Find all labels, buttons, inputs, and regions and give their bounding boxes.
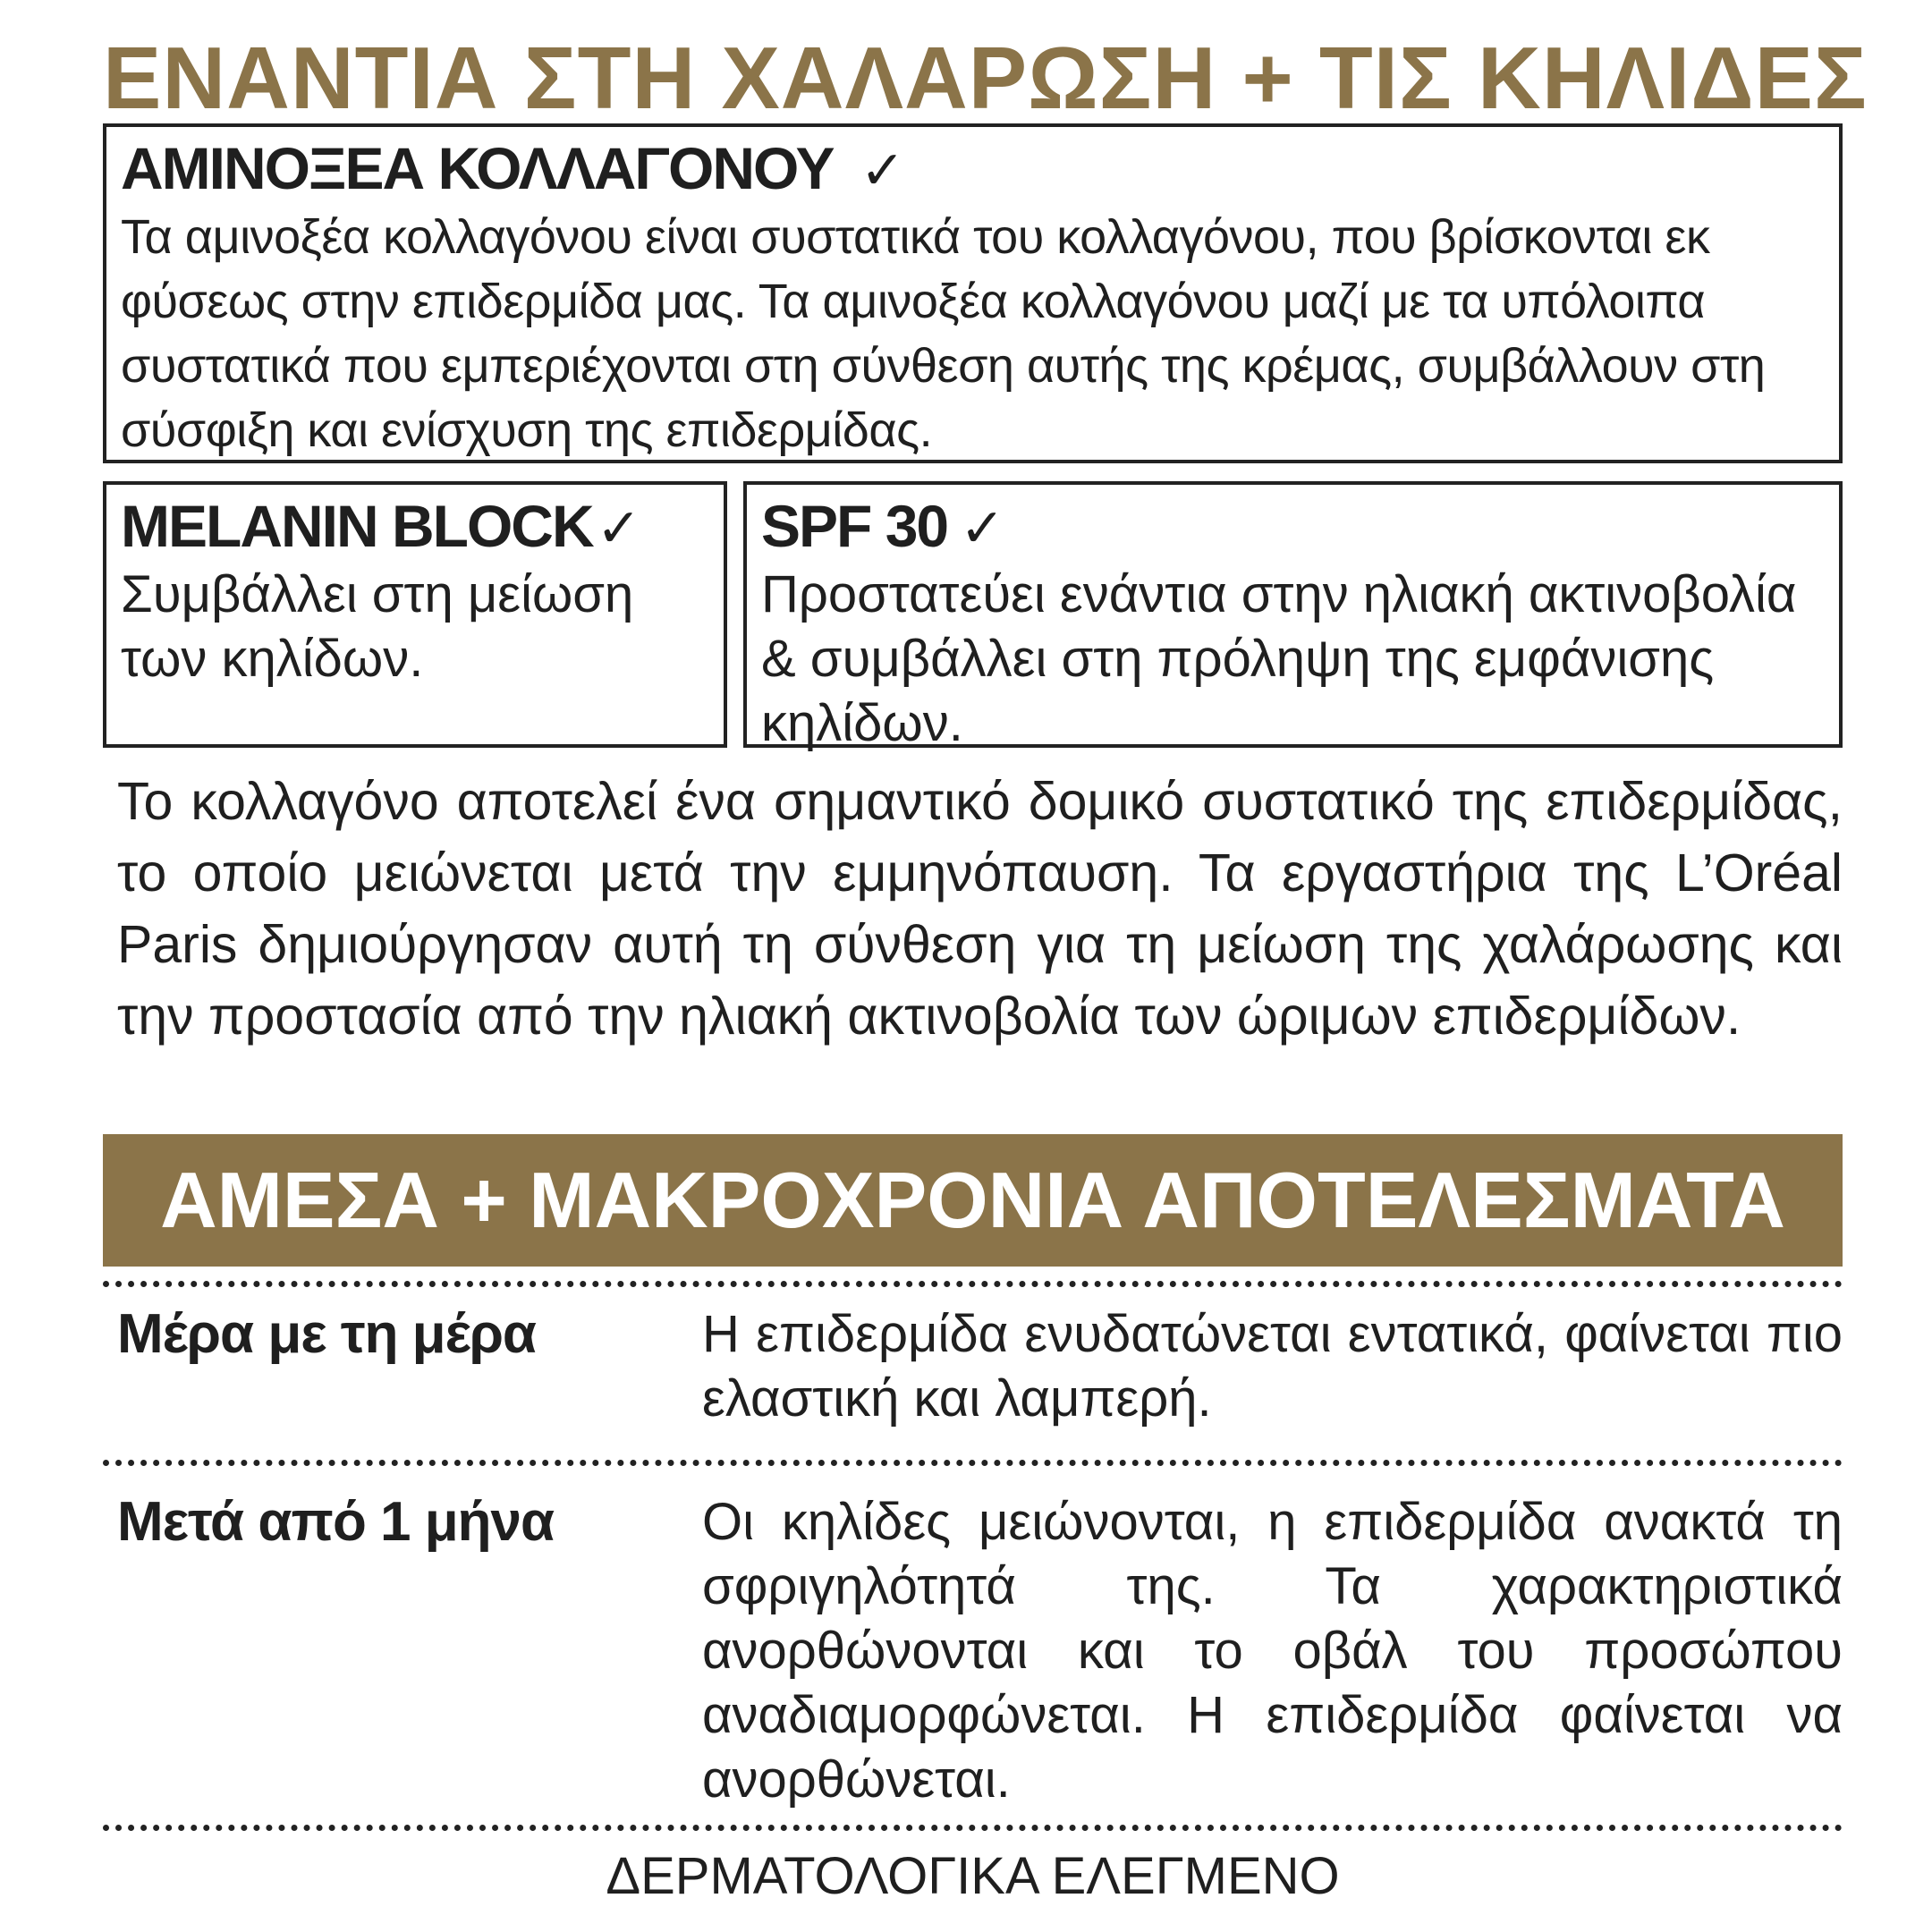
collagen-title: ΑΜΙΝΟΞΕΑ ΚΟΛΛΑΓΟΝΟΥ: [121, 135, 834, 201]
result-text-month: Οι κηλίδες μειώνονται, η επιδερμίδα ανακτά τη σφριγηλότητά της. Τα χαρακτηριστικά ανορθώνονται και το οβάλ του προσώπου αναδιαμορφώνεται. Η επιδερμίδα φαίνεται να ανορθώνεται.: [702, 1493, 1843, 1809]
spf-title: SPF 30: [761, 493, 948, 559]
dotted-divider: [103, 1460, 1843, 1466]
melanin-heading: [121, 492, 709, 563]
page-title: ΕΝΑΝΤΙΑ ΣΤΗ ΧΑΛΑΡΩΣΗ + ΤΙΣ ΚΗΛΙΔΕΣ: [103, 29, 1868, 127]
result-text-day: Η επιδερμίδα ενυδατώνεται εντατικά, φαίνεται πιο ελαστική και λαμπερή.: [702, 1305, 1843, 1428]
check-icon: ✓: [860, 140, 903, 200]
dotted-divider: [103, 1281, 1843, 1287]
collagen-text: Τα αμινοξέα κολλαγόνου είναι συστατικά του κολλαγόνου, που βρίσκονται εκ φύσεως στην επιδερμίδα μας. Τα αμινοξέα κολλαγόνου μαζί με τα υπόλοιπα συστατικά που εμπεριέχονται στη σύνθεση αυτής της κρέμας, συμβάλλουν στη σύσφιξη και ενίσχυση της επιδερμίδας.: [121, 210, 1766, 457]
result-label-day: Μέρα με τη μέρα: [117, 1303, 537, 1365]
spf-box: [743, 481, 1843, 752]
spf-heading: [761, 492, 1825, 563]
melanin-title: MELANIN BLOCK: [121, 493, 593, 559]
melanin-box: [103, 481, 727, 748]
collagen-box: [103, 123, 1843, 463]
spf-text: Προστατεύει ενάντια στην ηλιακή ακτινοβολία & συμβάλλει στη πρόληψη της εμφάνισης κηλίδων.: [761, 565, 1797, 752]
dermatologically-tested-label: ΔΕΡΜΑΤΟΛΟΓΙΚΑ ΕΛΕΓΜΕΝΟ: [606, 1847, 1340, 1905]
melanin-text: Συμβάλλει στη μείωση των κηλίδων.: [121, 565, 634, 688]
results-banner: ΑΜΕΣΑ + ΜΑΚΡΟΧΡΟΝΙΑ ΑΠΟΤΕΛΕΣΜΑΤΑ: [103, 1134, 1843, 1267]
collagen-heading: [121, 134, 1825, 205]
intro-paragraph: Το κολλαγόνο αποτελεί ένα σημαντικό δομικό συστατικό της επιδερμίδας, το οποίο μειώνεται μετά την εμμηνόπαυση. Τα εργαστήρια της L’Oréal Paris δημιούργησαν αυτή τη σύνθεση για τη μείωση της χαλάρωσης και την προστασία από την ηλιακή ακτινοβολία των ώριμων επιδερμίδων.: [117, 772, 1843, 1046]
dotted-divider: [103, 1825, 1843, 1831]
check-icon: ✓: [960, 498, 1004, 558]
check-icon: ✓: [596, 498, 640, 558]
result-label-month: Μετά από 1 μήνα: [117, 1491, 555, 1553]
